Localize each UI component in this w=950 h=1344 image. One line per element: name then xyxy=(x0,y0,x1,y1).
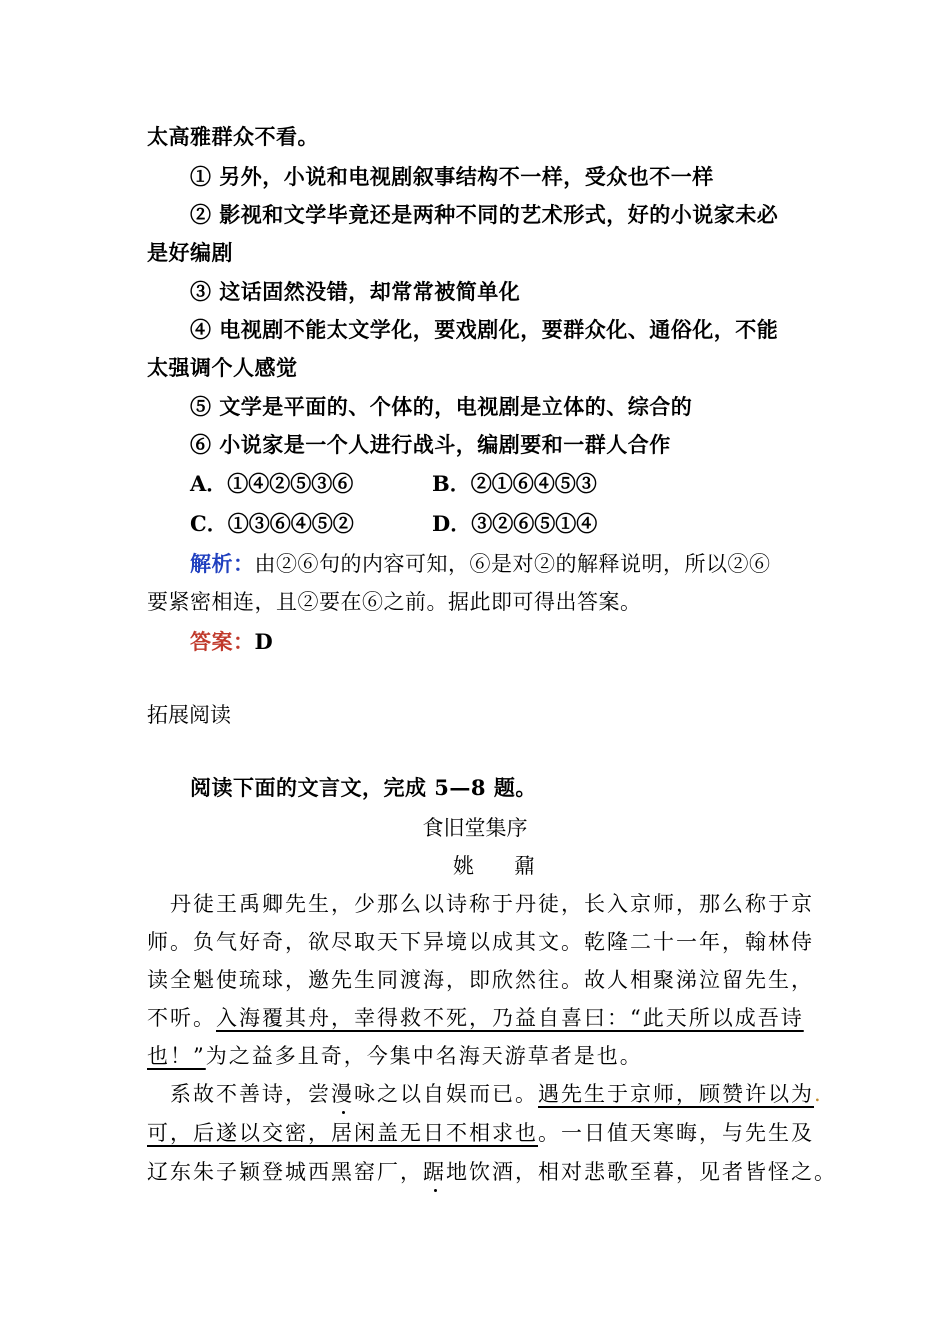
sentence-2: ② 影视和文学毕竟还是两种不同的艺术形式，好的小说家未必 xyxy=(190,202,779,227)
passage-p1-line-4 xyxy=(147,1005,804,1031)
passage-p1-line-2: 师。负气好奇，欲尽取天下异境以成其文。乾隆二十一年，翰林侍 xyxy=(147,930,814,954)
passage-p2-line-3 xyxy=(147,1159,837,1185)
option-a-label: A． xyxy=(190,471,228,496)
p1-l5-underlined: 也！” xyxy=(147,1044,206,1068)
option-a xyxy=(190,471,353,497)
p1-l4-underlined: 入海覆其舟，幸得救不死，乃益自喜曰：“此天所以成吾诗 xyxy=(216,1006,804,1030)
passage-title: 食旧堂集序 xyxy=(422,816,528,840)
sentence-4: ④ 电视剧不能太文学化，要戏剧化，要群众化、通俗化，不能 xyxy=(190,317,779,342)
sentence-6: ⑥ 小说家是一个人进行战斗，编剧要和一群人合作 xyxy=(190,432,671,457)
reading-instruction: 阅读下面的文言文，完成 5—8 题。 xyxy=(190,775,537,800)
p2-l2-underlined: 可，后遂以交密，居闲盖无日不相求也 xyxy=(147,1121,538,1145)
answer-label: 答案： xyxy=(190,629,255,654)
option-d xyxy=(432,511,597,537)
intro-tail: 太高雅群众不看。 xyxy=(147,124,319,149)
passage-author: 姚鼐 xyxy=(453,854,575,878)
answer-line xyxy=(190,629,273,655)
option-b-label: B． xyxy=(432,471,471,496)
p2-l3-text-b: 地饮酒，相对悲歌至暮，见者皆怪之。 xyxy=(446,1160,837,1184)
p2-l1-text-a: 系故不善诗，尝 xyxy=(170,1082,331,1106)
section-heading: 拓展阅读 xyxy=(147,703,231,727)
sentence-3: ③ 这话固然没错，却常常被简单化 xyxy=(190,279,521,304)
passage-p2-line-2 xyxy=(147,1120,814,1146)
option-a-value: ①④②⑤③⑥ xyxy=(227,471,354,496)
p1-l5-text: 为之益多且奇，今集中名海天游草者是也。 xyxy=(205,1044,643,1068)
passage-p1-line-1: 丹徒王禹卿先生，少那么以诗称于丹徒，长入京师，那么称于京 xyxy=(170,892,814,916)
analysis-line-2: 要紧密相连，且②要在⑥之前。据此即可得出答案。 xyxy=(147,590,642,614)
sentence-4-cont: 太强调个人感觉 xyxy=(147,355,298,380)
sentence-1: ① 另外，小说和电视剧叙事结构不一样，受众也不一样 xyxy=(190,164,714,189)
p2-l1-mark: . xyxy=(814,1082,823,1106)
option-c-value: ①③⑥④⑤② xyxy=(227,511,354,536)
p2-l3-dotted-char: 踞 xyxy=(423,1160,446,1184)
option-d-value: ③②⑥⑤①④ xyxy=(471,511,598,536)
passage-p2-line-1 xyxy=(170,1081,823,1107)
p1-l4-text: 不听。 xyxy=(147,1006,216,1030)
sentence-5: ⑤ 文学是平面的、个体的，电视剧是立体的、综合的 xyxy=(190,394,693,419)
option-b-value: ②①⑥④⑤③ xyxy=(470,471,597,496)
sentence-2-cont: 是好编剧 xyxy=(147,240,233,265)
option-b xyxy=(432,471,597,497)
option-c xyxy=(190,511,354,537)
p2-l1-text-b: 咏之以自娱而已。 xyxy=(354,1082,538,1106)
passage-p1-line-5 xyxy=(147,1043,643,1069)
analysis-label: 解析： xyxy=(190,551,255,576)
option-d-label: D． xyxy=(432,511,472,536)
analysis-line-1 xyxy=(190,551,771,577)
passage-p1-line-3: 读全魁使琉球，邀先生同渡海，即欣然往。故人相聚涕泣留先生， xyxy=(147,968,814,992)
p2-l2-text: 。一日值天寒晦，与先生及 xyxy=(538,1121,814,1145)
option-c-label: C． xyxy=(190,511,228,536)
analysis-text-1: 由②⑥句的内容可知，⑥是对②的解释说明，所以②⑥ xyxy=(254,552,771,576)
p2-l1-underlined: 遇先生于京师，顾赞许以为 xyxy=(538,1082,814,1106)
p2-l3-text-a: 辽东朱子颖登城西黑窑厂， xyxy=(147,1160,423,1184)
answer-value: D xyxy=(254,629,274,654)
p2-l1-dotted-char: 漫 xyxy=(331,1082,354,1106)
